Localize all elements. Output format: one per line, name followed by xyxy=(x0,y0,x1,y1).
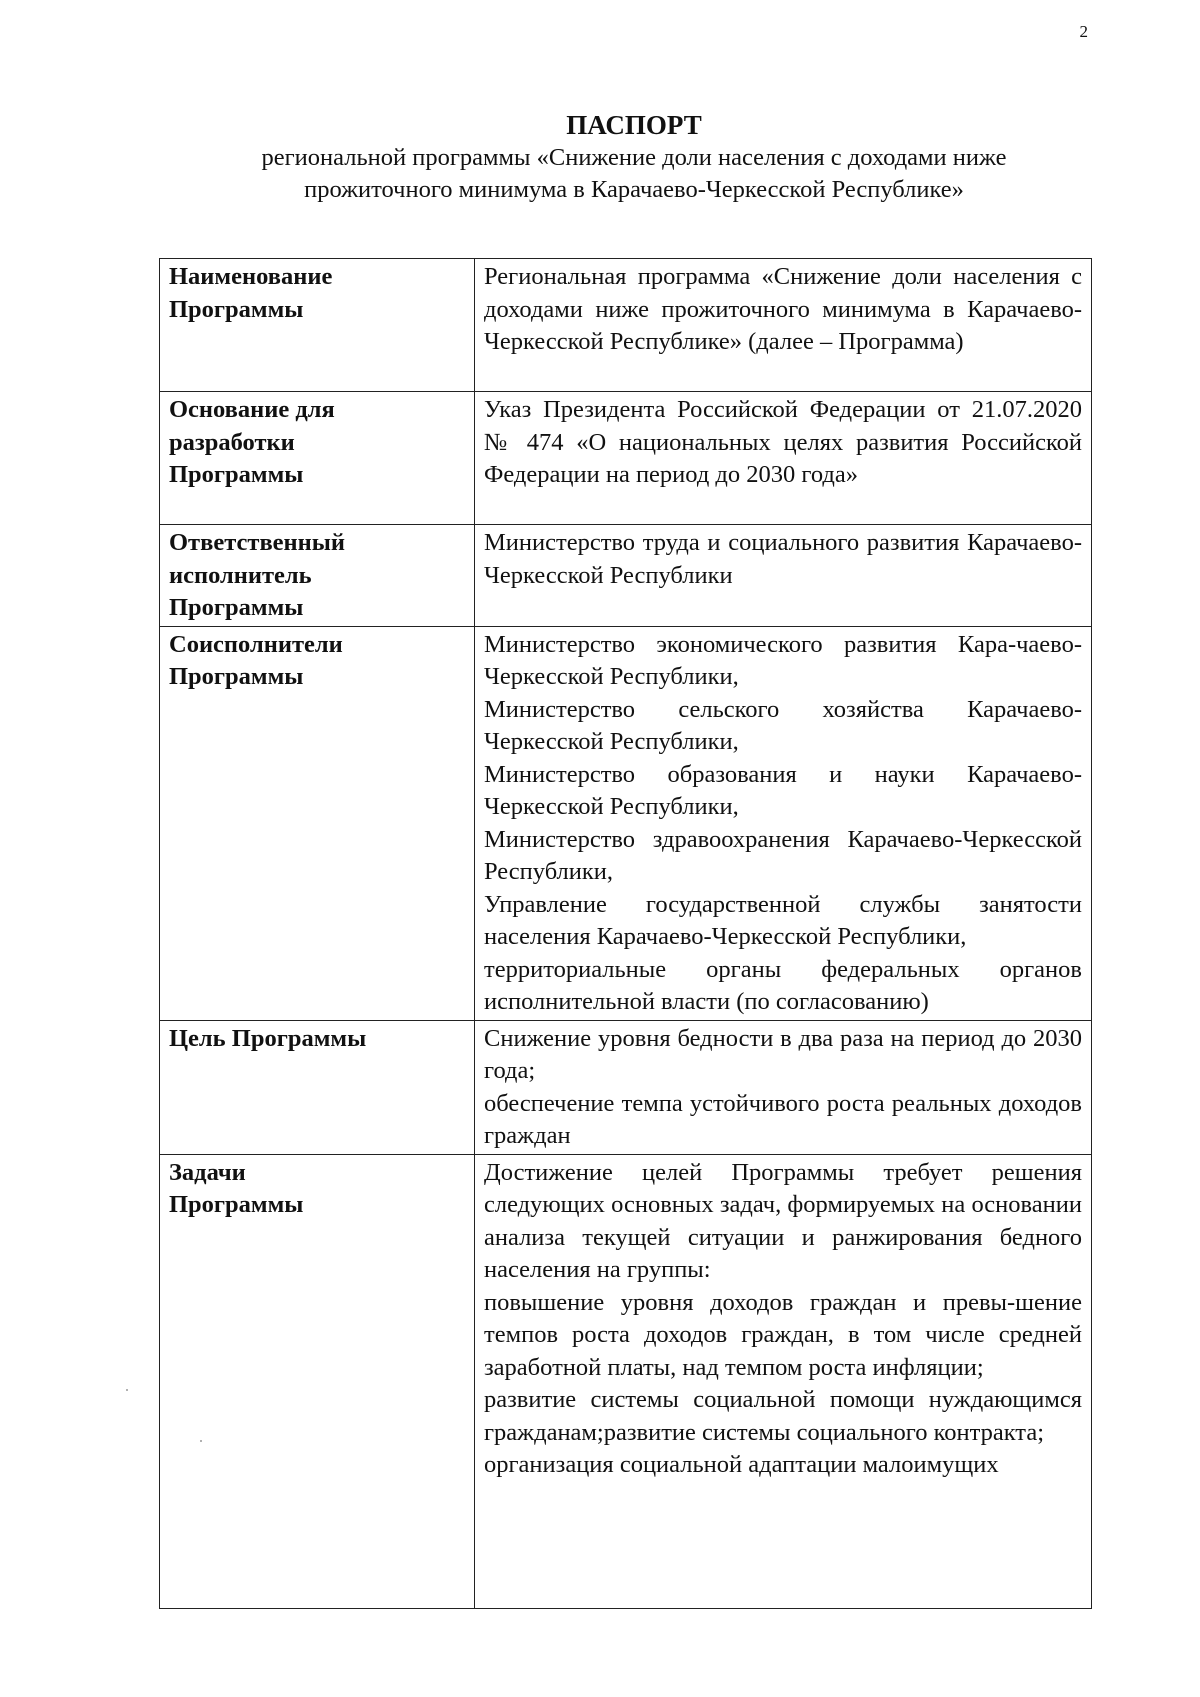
label-line: Цель Программы xyxy=(169,1024,367,1052)
row-value xyxy=(475,626,1092,1020)
value-paragraph: повышение уровня доходов граждан и превы-шение темпов роста доходов граждан, в том числе средней заработной платы, над темпом роста инфляции; xyxy=(484,1288,1082,1381)
subtitle-line: региональной программы «Снижение доли населения с доходами ниже xyxy=(261,144,1007,171)
row-value xyxy=(475,392,1092,525)
value-paragraph: Региональная программа «Снижение доли населения с доходами ниже прожиточного минимума в Карачаево-Черкесской Республике» (далее – Программа) xyxy=(484,263,1082,355)
scan-speck xyxy=(200,1440,202,1442)
label-line: Задачи xyxy=(169,1158,246,1186)
table-row-name xyxy=(160,259,1092,392)
value-paragraph: территориальные органы федеральных органов исполнительной власти (по согласованию) xyxy=(484,955,1082,1015)
row-label xyxy=(160,626,475,1020)
table-row-goal xyxy=(160,1020,1092,1154)
document-title: ПАСПОРТ xyxy=(566,110,702,140)
scan-speck xyxy=(126,1389,128,1391)
label-line: Программы xyxy=(169,1191,304,1218)
document-subtitle xyxy=(150,142,1118,206)
label-line: Программы xyxy=(169,461,304,488)
table-row-tasks xyxy=(160,1154,1092,1608)
value-paragraph: Снижение уровня бедности в два раза на период до 2030 года; xyxy=(484,1024,1082,1084)
row-label xyxy=(160,525,475,627)
row-label xyxy=(160,1154,475,1608)
passport-table xyxy=(159,258,1092,1609)
value-paragraph: развитие системы социальной помощи нуждающимся гражданам;развитие системы социального контракта; xyxy=(484,1386,1082,1446)
table-row-coexecutors xyxy=(160,626,1092,1020)
row-value xyxy=(475,259,1092,392)
row-value xyxy=(475,1154,1092,1608)
value-paragraph: Указ Президента Российской Федерации от 21.07.2020 № 474 «О национальных целях развития Российской Федерации на период до 2030 года» xyxy=(484,396,1082,488)
label-line: исполнитель xyxy=(169,561,312,589)
value-paragraph: Министерство экономического развития Кара-чаево-Черкесской Республики, xyxy=(484,630,1082,690)
table-row-executor xyxy=(160,525,1092,627)
value-paragraph: Министерство здравоохранения Карачаево-Черкесской Республики, xyxy=(484,825,1082,885)
value-paragraph: организация социальной адаптации малоимущих xyxy=(484,1451,999,1478)
label-line: Программы xyxy=(169,295,304,323)
row-label xyxy=(160,392,475,525)
label-line: Ответственный xyxy=(169,529,346,556)
table-row-basis xyxy=(160,392,1092,525)
value-paragraph: Министерство сельского хозяйства Карачаево-Черкесской Республики, xyxy=(484,695,1082,755)
value-paragraph: Достижение целей Программы требует решения следующих основных задач, формируемых на основании анализа текущей ситуации и ранжирования бедного населения на группы: xyxy=(484,1158,1082,1283)
document-header xyxy=(150,108,1118,206)
row-value xyxy=(475,525,1092,627)
value-paragraph: Министерство труда и социального развития Карачаево-Черкесской Республики xyxy=(484,529,1082,589)
label-line: Соисполнители xyxy=(169,630,343,658)
row-label xyxy=(160,1020,475,1154)
value-paragraph: обеспечение темпа устойчивого роста реальных доходов граждан xyxy=(484,1089,1082,1149)
label-line: Программы xyxy=(169,663,304,690)
label-line: разработки xyxy=(169,428,295,456)
page-number: 2 xyxy=(1079,22,1088,41)
label-line: Программы xyxy=(169,594,304,621)
row-value xyxy=(475,1020,1092,1154)
label-line: Основание для xyxy=(169,396,335,423)
label-line: Наименование xyxy=(169,263,333,290)
value-paragraph: Министерство образования и науки Карачаево-Черкесской Республики, xyxy=(484,760,1082,820)
value-paragraph: Управление государственной службы занятости населения Карачаево-Черкесской Республики, xyxy=(484,890,1082,950)
subtitle-line: прожиточного минимума в Карачаево-Черкесской Республике» xyxy=(304,176,964,203)
row-label xyxy=(160,259,475,392)
